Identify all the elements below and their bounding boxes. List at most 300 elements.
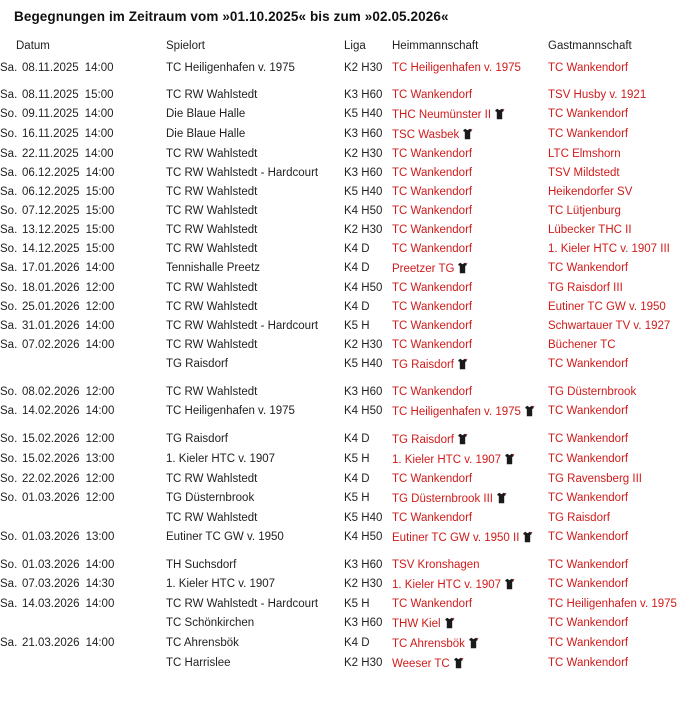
- cell-away-team[interactable]: [548, 595, 692, 614]
- cell-away-team[interactable]: [548, 470, 692, 489]
- match-time: 12:00: [85, 473, 115, 485]
- home-team-label[interactable]: 1. Kieler HTC v. 1907: [392, 579, 502, 591]
- cell-home-team[interactable]: [392, 450, 548, 470]
- cell-venue: TC Heiligenhafen v. 1975: [166, 62, 295, 74]
- away-team-label[interactable]: TC Wankendorf: [548, 617, 629, 629]
- fixtures-table: [0, 40, 692, 674]
- table-row: [0, 336, 692, 355]
- cell-date: [0, 164, 166, 183]
- home-team-label[interactable]: 1. Kieler HTC v. 1907: [392, 454, 502, 466]
- away-team-label[interactable]: TC Wankendorf: [548, 578, 629, 590]
- match-weekday: So.: [0, 386, 18, 398]
- home-team-label[interactable]: TSC Wasbek: [392, 129, 460, 141]
- home-team-label[interactable]: TG Raisdorf: [392, 434, 454, 446]
- cell-league: K4 D: [344, 301, 370, 313]
- cell-away-team[interactable]: [548, 336, 692, 355]
- cell-venue: TC RW Wahlstedt: [166, 148, 258, 160]
- match-weekday: Sa.: [0, 186, 18, 198]
- cell-league: K2 H30: [344, 62, 383, 74]
- cell-date: [0, 105, 166, 125]
- home-team-label[interactable]: TC Wankendorf: [392, 473, 473, 485]
- match-date: 06.12.2025: [22, 186, 80, 198]
- cell-away-team[interactable]: [548, 298, 692, 317]
- cell-date: [0, 509, 166, 528]
- cell-league: K4 H50: [344, 282, 383, 294]
- cell-venue: TG Raisdorf: [166, 433, 228, 445]
- match-date: 15.02.2026: [22, 433, 80, 445]
- cell-date: [0, 298, 166, 317]
- away-team-label[interactable]: TC Wankendorf: [548, 657, 629, 669]
- cell-home-team[interactable]: [392, 634, 548, 654]
- cell-league: K4 D: [344, 637, 370, 649]
- cell-home-team[interactable]: [392, 183, 548, 202]
- cell-league: K5 H: [344, 320, 370, 332]
- match-time: 14:00: [85, 559, 115, 571]
- match-time: 13:00: [85, 453, 115, 465]
- cell-date: [0, 450, 166, 470]
- away-team-label[interactable]: TC Wankendorf: [548, 453, 629, 465]
- cell-home-team[interactable]: [392, 654, 548, 674]
- away-team-label[interactable]: Heikendorfer SV: [548, 186, 633, 198]
- away-team-label[interactable]: TC Wankendorf: [548, 62, 629, 74]
- table-row: [0, 422, 692, 450]
- cell-away-team[interactable]: [548, 183, 692, 202]
- home-team-label[interactable]: TC Wankendorf: [392, 512, 473, 524]
- cell-venue: Die Blaue Halle: [166, 128, 246, 140]
- home-team-label[interactable]: TC Heiligenhafen v. 1975: [392, 62, 521, 74]
- match-time: 12:00: [85, 492, 115, 504]
- cell-away-team[interactable]: [548, 125, 692, 145]
- away-team-label[interactable]: 1. Kieler HTC v. 1907 III: [548, 243, 670, 255]
- cell-date: [0, 355, 166, 375]
- column-header-away: Gastmannschaft: [548, 40, 632, 52]
- cell-home-team[interactable]: [392, 259, 548, 279]
- home-team-label[interactable]: TSV Kronshagen: [392, 559, 480, 571]
- table-row: [0, 221, 692, 240]
- away-team-label[interactable]: TSV Husby v. 1921: [548, 89, 647, 101]
- match-date: 17.01.2026: [22, 262, 80, 274]
- cell-league: K5 H: [344, 453, 370, 465]
- match-weekday: So.: [0, 205, 18, 217]
- cell-venue: TC RW Wahlstedt - Hardcourt: [166, 320, 319, 332]
- cell-home-team[interactable]: [392, 528, 548, 548]
- match-weekday: Sa.: [0, 148, 18, 160]
- cell-venue: TC RW Wahlstedt: [166, 186, 258, 198]
- cell-date: [0, 614, 166, 634]
- page-title: Begegnungen im Zeitraum vom »01.10.2025« bis zum »02.05.2026«: [14, 9, 449, 24]
- cell-date: [0, 279, 166, 298]
- cell-home-team[interactable]: [392, 59, 548, 78]
- match-time: 14:00: [84, 128, 114, 140]
- table-row: [0, 528, 692, 548]
- jersey-icon: [457, 262, 468, 274]
- cell-league: K5 H40: [344, 358, 383, 370]
- cell-venue: 1. Kieler HTC v. 1907: [166, 578, 276, 590]
- away-team-label[interactable]: Lübecker THC II: [548, 224, 632, 236]
- cell-league: K4 D: [344, 262, 370, 274]
- match-date: 14.03.2026: [22, 598, 80, 610]
- column-header-league: Liga: [344, 40, 366, 52]
- column-header-home: Heimmannschaft: [392, 40, 479, 52]
- cell-home-team[interactable]: [392, 355, 548, 375]
- cell-away-team[interactable]: [548, 548, 692, 575]
- away-team-label[interactable]: TC Lütjenburg: [548, 205, 621, 217]
- cell-date: [0, 402, 166, 422]
- table-row: [0, 489, 692, 509]
- match-time: 14:00: [85, 167, 115, 179]
- table-row: [0, 614, 692, 634]
- cell-home-team[interactable]: [392, 125, 548, 145]
- cell-league: K3 H60: [344, 89, 383, 101]
- away-team-label[interactable]: TC Wankendorf: [548, 108, 629, 120]
- home-team-label[interactable]: TC Wankendorf: [392, 282, 473, 294]
- cell-venue: 1. Kieler HTC v. 1907: [166, 453, 276, 465]
- cell-home-team[interactable]: [392, 489, 548, 509]
- table-row: [0, 595, 692, 614]
- away-team-label[interactable]: TG Raisdorf: [548, 512, 610, 524]
- cell-venue: TG Düsternbrook: [166, 492, 255, 504]
- cell-venue: TC Harrislee: [166, 657, 231, 669]
- cell-away-team[interactable]: [548, 259, 692, 279]
- match-time: 12:00: [85, 282, 115, 294]
- table-header-row: [0, 40, 692, 59]
- away-team-label[interactable]: TG Raisdorf III: [548, 282, 623, 294]
- cell-away-team[interactable]: [548, 355, 692, 375]
- cell-league: K5 H: [344, 598, 370, 610]
- cell-league: K4 D: [344, 243, 370, 255]
- cell-venue: TC Ahrensbök: [166, 637, 239, 649]
- match-date: 16.11.2025: [22, 128, 79, 140]
- match-time: 13:00: [85, 531, 115, 543]
- match-time: 14:00: [84, 62, 114, 74]
- cell-home-team[interactable]: [392, 279, 548, 298]
- away-team-label[interactable]: TC Wankendorf: [548, 637, 629, 649]
- match-time: 14:00: [85, 598, 115, 610]
- table-row: [0, 509, 692, 528]
- jersey-icon: [524, 405, 535, 417]
- away-team-label[interactable]: Eutiner TC GW v. 1950: [548, 301, 666, 313]
- match-time: 12:00: [85, 433, 115, 445]
- match-date: 21.03.2026: [22, 637, 80, 649]
- jersey-icon: [468, 637, 479, 649]
- home-team-label[interactable]: TC Wankendorf: [392, 301, 473, 313]
- cell-venue: TC Heiligenhafen v. 1975: [166, 405, 295, 417]
- cell-venue: Eutiner TC GW v. 1950: [166, 531, 284, 543]
- jersey-icon: [504, 578, 515, 590]
- cell-venue: TH Suchsdorf: [166, 559, 237, 571]
- cell-date: [0, 317, 166, 336]
- cell-away-team[interactable]: [548, 145, 692, 164]
- cell-home-team[interactable]: [392, 614, 548, 634]
- match-time: 14:30: [85, 578, 115, 590]
- match-weekday: So.: [0, 282, 18, 294]
- away-team-label[interactable]: TC Wankendorf: [548, 262, 629, 274]
- away-team-label[interactable]: LTC Elmshorn: [548, 148, 621, 160]
- match-date: 01.03.2026: [22, 559, 80, 571]
- table-row: [0, 164, 692, 183]
- home-team-label[interactable]: TC Wankendorf: [392, 89, 473, 101]
- home-team-label[interactable]: TG Düsternbrook III: [392, 493, 493, 505]
- away-team-label[interactable]: TC Wankendorf: [548, 531, 629, 543]
- cell-away-team[interactable]: [548, 375, 692, 402]
- jersey-icon: [504, 453, 515, 465]
- cell-home-team[interactable]: [392, 221, 548, 240]
- match-time: 15:00: [85, 205, 115, 217]
- cell-away-team[interactable]: [548, 509, 692, 528]
- match-date: 08.02.2026: [22, 386, 80, 398]
- cell-away-team[interactable]: [548, 654, 692, 674]
- home-team-label[interactable]: Weeser TC: [392, 658, 450, 670]
- cell-home-team[interactable]: [392, 78, 548, 105]
- away-team-label[interactable]: Schwartauer TV v. 1927: [548, 320, 671, 332]
- cell-away-team[interactable]: [548, 240, 692, 259]
- cell-home-team[interactable]: [392, 240, 548, 259]
- cell-venue: TC RW Wahlstedt: [166, 301, 258, 313]
- match-weekday: Sa.: [0, 320, 18, 332]
- cell-date: [0, 528, 166, 548]
- table-row: [0, 402, 692, 422]
- cell-league: K5 H40: [344, 186, 383, 198]
- home-team-label[interactable]: TC Wankendorf: [392, 148, 473, 160]
- cell-league: K5 H40: [344, 108, 383, 120]
- cell-away-team[interactable]: [548, 614, 692, 634]
- table-row: [0, 145, 692, 164]
- cell-league: K2 H30: [344, 148, 383, 160]
- cell-league: K3 H60: [344, 617, 383, 629]
- cell-date: [0, 145, 166, 164]
- match-weekday: Sa.: [0, 405, 18, 417]
- match-weekday: So.: [0, 243, 18, 255]
- away-team-label[interactable]: TC Wankendorf: [548, 358, 629, 370]
- home-team-label[interactable]: TC Wankendorf: [392, 598, 473, 610]
- match-weekday: Sa.: [0, 637, 18, 649]
- cell-away-team[interactable]: [548, 528, 692, 548]
- match-date: 22.02.2026: [22, 473, 80, 485]
- cell-home-team[interactable]: [392, 164, 548, 183]
- match-time: 14:00: [85, 405, 115, 417]
- match-date: 25.01.2026: [22, 301, 80, 313]
- match-time: 14:00: [84, 108, 114, 120]
- cell-home-team[interactable]: [392, 298, 548, 317]
- cell-venue: TC RW Wahlstedt: [166, 282, 258, 294]
- match-weekday: So.: [0, 453, 18, 465]
- home-team-label[interactable]: TC Ahrensbök: [392, 638, 465, 650]
- cell-home-team[interactable]: [392, 375, 548, 402]
- cell-away-team[interactable]: [548, 317, 692, 336]
- cell-date: [0, 183, 166, 202]
- home-team-label[interactable]: Preetzer TG: [392, 263, 455, 275]
- cell-home-team[interactable]: [392, 202, 548, 221]
- cell-home-team[interactable]: [392, 422, 548, 450]
- away-team-label[interactable]: TC Heiligenhafen v. 1975: [548, 598, 677, 610]
- home-team-label[interactable]: TC Wankendorf: [392, 243, 473, 255]
- away-team-label[interactable]: TC Wankendorf: [548, 559, 629, 571]
- match-date: 01.03.2026: [22, 492, 80, 504]
- table-row: [0, 125, 692, 145]
- away-team-label[interactable]: TC Wankendorf: [548, 405, 629, 417]
- cell-home-team[interactable]: [392, 509, 548, 528]
- cell-home-team[interactable]: [392, 105, 548, 125]
- table-row: [0, 634, 692, 654]
- cell-date: [0, 634, 166, 654]
- away-team-label[interactable]: Büchener TC: [548, 339, 616, 351]
- home-team-label[interactable]: TC Wankendorf: [392, 167, 473, 179]
- cell-home-team[interactable]: [392, 575, 548, 595]
- cell-away-team[interactable]: [548, 78, 692, 105]
- home-team-label[interactable]: TC Wankendorf: [392, 320, 473, 332]
- cell-away-team[interactable]: [548, 634, 692, 654]
- cell-date: [0, 202, 166, 221]
- cell-league: K3 H60: [344, 559, 383, 571]
- table-row: [0, 59, 692, 78]
- cell-away-team[interactable]: [548, 279, 692, 298]
- cell-away-team[interactable]: [548, 402, 692, 422]
- match-time: 12:00: [85, 386, 115, 398]
- cell-venue: TC RW Wahlstedt: [166, 512, 258, 524]
- cell-away-team[interactable]: [548, 489, 692, 509]
- jersey-icon: [522, 531, 533, 543]
- match-weekday: So.: [0, 492, 18, 504]
- away-team-label[interactable]: TC Wankendorf: [548, 492, 629, 504]
- cell-league: K3 H60: [344, 128, 383, 140]
- table-row: [0, 202, 692, 221]
- table-row: [0, 78, 692, 105]
- cell-date: [0, 575, 166, 595]
- cell-venue: Die Blaue Halle: [166, 108, 246, 120]
- cell-away-team[interactable]: [548, 105, 692, 125]
- cell-away-team[interactable]: [548, 59, 692, 78]
- match-time: 14:00: [84, 148, 114, 160]
- home-team-label[interactable]: THC Neumünster II: [392, 109, 492, 121]
- cell-date: [0, 654, 166, 674]
- cell-venue: TC RW Wahlstedt - Hardcourt: [166, 598, 319, 610]
- match-weekday: So.: [0, 473, 18, 485]
- match-time: 14:00: [85, 320, 115, 332]
- match-time: 14:00: [85, 637, 115, 649]
- cell-date: [0, 59, 166, 78]
- cell-home-team[interactable]: [392, 336, 548, 355]
- table-row: [0, 355, 692, 375]
- cell-home-team[interactable]: [392, 145, 548, 164]
- table-row: [0, 183, 692, 202]
- jersey-icon: [444, 617, 455, 629]
- table-row: [0, 575, 692, 595]
- match-weekday: So.: [0, 531, 18, 543]
- match-weekday: So.: [0, 128, 18, 140]
- match-weekday: Sa.: [0, 62, 18, 74]
- match-time: 14:00: [85, 339, 115, 351]
- match-time: 15:00: [85, 243, 115, 255]
- table-row: [0, 259, 692, 279]
- cell-away-team[interactable]: [548, 575, 692, 595]
- column-header-date: Datum: [16, 40, 50, 52]
- cell-league: K4 H50: [344, 205, 383, 217]
- cell-away-team[interactable]: [548, 202, 692, 221]
- cell-away-team[interactable]: [548, 422, 692, 450]
- jersey-icon: [462, 128, 473, 140]
- cell-venue: TC RW Wahlstedt: [166, 243, 258, 255]
- match-weekday: So.: [0, 559, 18, 571]
- cell-date: [0, 240, 166, 259]
- match-date: 01.03.2026: [22, 531, 80, 543]
- away-team-label[interactable]: TG Düsternbrook: [548, 386, 637, 398]
- match-date: 15.02.2026: [22, 453, 80, 465]
- match-date: 08.11.2025: [22, 89, 79, 101]
- cell-away-team[interactable]: [548, 450, 692, 470]
- table-row: [0, 240, 692, 259]
- cell-away-team[interactable]: [548, 221, 692, 240]
- column-header-venue: Spielort: [166, 40, 205, 52]
- match-date: 07.12.2025: [22, 205, 80, 217]
- cell-date: [0, 259, 166, 279]
- jersey-icon: [457, 358, 468, 370]
- cell-venue: Tennishalle Preetz: [166, 262, 260, 274]
- away-team-label[interactable]: TSV Mildstedt: [548, 167, 620, 179]
- match-date: 07.02.2026: [22, 339, 80, 351]
- home-team-label[interactable]: TC Wankendorf: [392, 339, 473, 351]
- match-date: 14.02.2026: [22, 405, 80, 417]
- match-time: 15:00: [85, 224, 115, 236]
- table-row: [0, 450, 692, 470]
- table-row: [0, 317, 692, 336]
- home-team-label[interactable]: TC Wankendorf: [392, 186, 473, 198]
- cell-venue: TC RW Wahlstedt: [166, 339, 258, 351]
- cell-away-team[interactable]: [548, 164, 692, 183]
- cell-venue: TC RW Wahlstedt: [166, 473, 258, 485]
- cell-league: K4 H50: [344, 405, 383, 417]
- away-team-label[interactable]: TC Wankendorf: [548, 433, 629, 445]
- away-team-label[interactable]: TC Wankendorf: [548, 128, 629, 140]
- home-team-label[interactable]: TC Wankendorf: [392, 224, 473, 236]
- match-time: 12:00: [85, 301, 115, 313]
- cell-date: [0, 489, 166, 509]
- cell-home-team[interactable]: [392, 548, 548, 575]
- match-weekday: Sa.: [0, 262, 18, 274]
- jersey-icon: [496, 492, 507, 504]
- match-date: 13.12.2025: [22, 224, 80, 236]
- match-time: 15:00: [84, 89, 114, 101]
- match-weekday: Sa.: [0, 598, 18, 610]
- cell-home-team[interactable]: [392, 470, 548, 489]
- home-team-label[interactable]: TC Wankendorf: [392, 205, 473, 217]
- cell-home-team[interactable]: [392, 317, 548, 336]
- cell-date: [0, 125, 166, 145]
- jersey-icon: [453, 657, 464, 669]
- cell-league: K3 H60: [344, 167, 383, 179]
- cell-league: K4 H50: [344, 531, 383, 543]
- table-row: [0, 548, 692, 575]
- cell-home-team[interactable]: [392, 595, 548, 614]
- table-row: [0, 105, 692, 125]
- table-row: [0, 298, 692, 317]
- cell-date: [0, 470, 166, 489]
- match-date: 14.12.2025: [22, 243, 80, 255]
- home-team-label[interactable]: TC Wankendorf: [392, 386, 473, 398]
- cell-league: K5 H: [344, 492, 370, 504]
- away-team-label[interactable]: TG Ravensberg III: [548, 473, 642, 485]
- cell-date: [0, 336, 166, 355]
- home-team-label[interactable]: TG Raisdorf: [392, 359, 454, 371]
- home-team-label[interactable]: TC Heiligenhafen v. 1975: [392, 406, 521, 418]
- cell-venue: TG Raisdorf: [166, 358, 228, 370]
- home-team-label[interactable]: THW Kiel: [392, 618, 441, 630]
- match-date: 08.11.2025: [22, 62, 79, 74]
- cell-league: K2 H30: [344, 578, 383, 590]
- match-weekday: Sa.: [0, 167, 18, 179]
- cell-venue: TC RW Wahlstedt: [166, 224, 258, 236]
- home-team-label[interactable]: Eutiner TC GW v. 1950 II: [392, 532, 520, 544]
- cell-home-team[interactable]: [392, 402, 548, 422]
